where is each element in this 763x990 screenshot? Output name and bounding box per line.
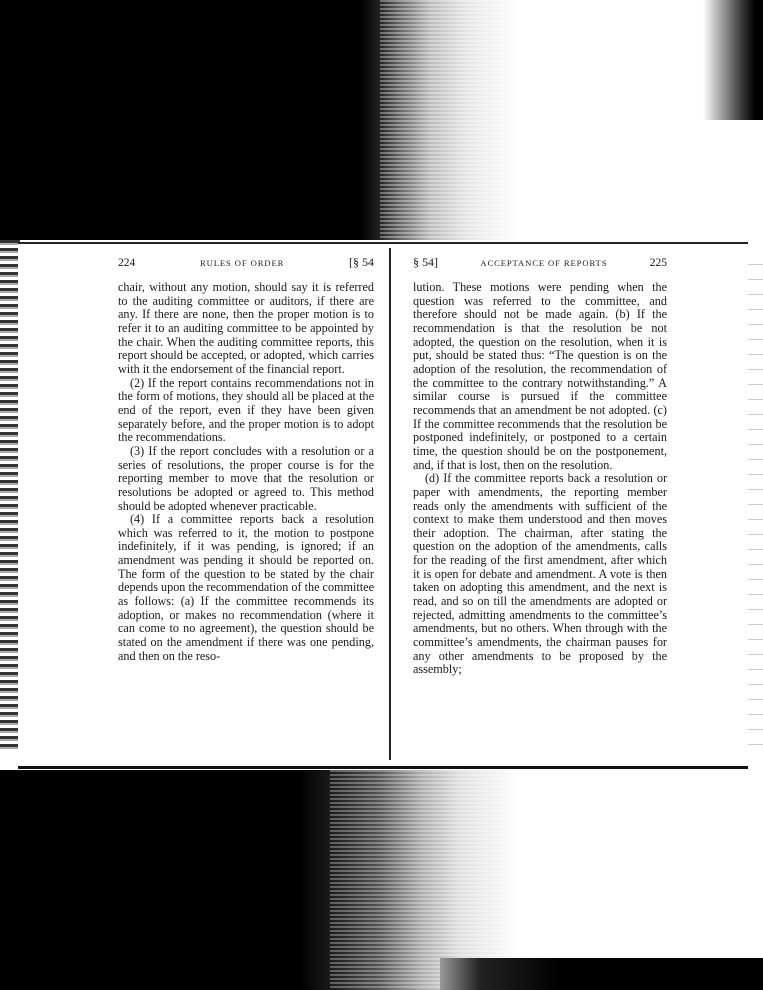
left-paragraph-1: chair, without any motion, should say it is referred to the auditing committee or auditors, if there are any. If there are none, then the proper motion is to refer it to an auditing committee to be appointed by the chair. When the auditing committee reports, this report should be accepted, or adopted, which carries with it the endorsement of the financial report. — [118, 280, 374, 376]
right-paragraph-2: (d) If the committee reports back a resolution or paper with amendments, the reporting member reads only the amendments with sufficient of the context to make them understood and then moves their adoption. The chairman, after stating the question on the adoption of the amendments, calls for the reading of the first amendment, after which it is open for debate and amendment. A vote is then taken on adopting this amendment, and the next is read, and so on till the amendments are adopted or rejected, admitting amendments to the committee’s amendments, but no others. When through with the committee’s amendments, the chairman pauses for any other amendments to be proposed by the assembly; — [413, 471, 667, 677]
right-paragraph-1: lution. These motions were pending when the question was referred to the committee, and therefore should not be made again. (b) If the recommendation is that the resolution be not adopted, the question on the resolution, when it is put, should be stated thus: “The question is on the adoption of the resolution, the recommendation of the committee to the contrary notwithstanding.” A similar course is pursued if the committee recommends that an amendment be not adopted. (c) If the committee recommends that the resolution be postponed indefinitely, or postponed to a certain time, the question should be on the postponement, and, if that is lost, then on the resolution. — [413, 280, 667, 472]
left-paragraph-4: (4) If a committee reports back a resolution which was referred to it, the motion to postpone indefinitely, if it was pending, is ignored; if an amendment was pending it should be reported on. The form of the question to be stated by the chair depends upon the recommendation of the committee as follows: (a) If the committee recommends its adoption, or makes no recommendation (where it can come to no agreement), the question should be stated on the amendment if there was one pending, and then on the reso- — [118, 512, 374, 663]
left-paragraph-2: (2) If the report contains recommendations not in the form of motions, they should all be placed at the end of the report, even if they have been given separately before, and the proper motion is to adopt the recommendations. — [118, 375, 374, 445]
right-running-head — [413, 256, 667, 272]
scan-artifact-top-right — [703, 0, 763, 120]
scan-artifact-bottom-strip — [440, 958, 763, 990]
book-spine — [389, 248, 391, 760]
left-running-head — [118, 256, 374, 272]
left-section-marker: [§ 54 — [348, 255, 374, 269]
scan-artifact-top — [0, 0, 763, 240]
right-page — [413, 256, 667, 677]
left-paragraph-3: (3) If the report concludes with a resolution or a series of resolutions, the proper course is for the reporting member to move that the resolution or resolutions be adopted or agreed to. This method should be adopted whenever practicable. — [118, 443, 374, 513]
right-section-marker: § 54] — [413, 255, 438, 269]
left-page — [118, 256, 374, 663]
right-running-title: ACCEPTANCE OF REPORTS — [480, 258, 608, 268]
left-page-number: 224 — [118, 257, 136, 269]
scan-artifact-left-edge — [0, 240, 20, 750]
scan-artifact-bottom — [0, 770, 763, 990]
left-running-title: RULES OF ORDER — [200, 258, 285, 268]
right-page-number: 225 — [649, 257, 667, 269]
